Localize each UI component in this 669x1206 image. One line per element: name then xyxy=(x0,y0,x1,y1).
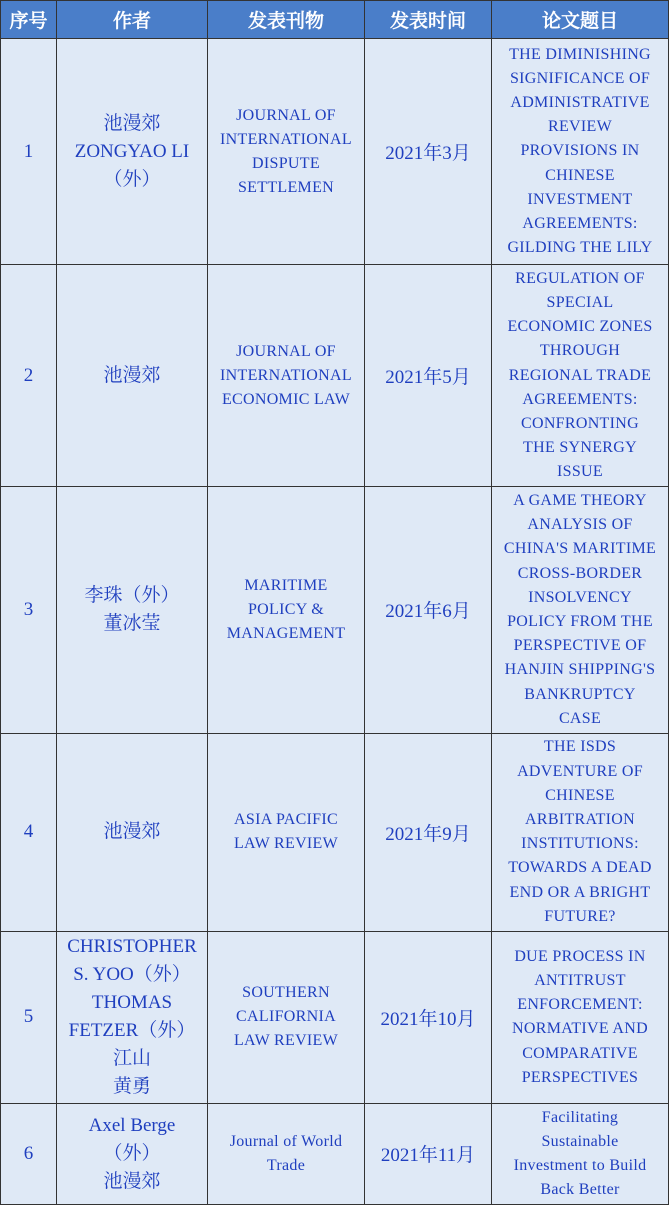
title-line: ADMINISTRATIVE xyxy=(510,94,650,112)
title-line: ADVENTURE OF xyxy=(517,762,643,780)
title-line: ISSUE xyxy=(557,463,603,481)
title-line: PROVISIONS IN xyxy=(520,142,640,160)
author-line: S. YOO（外） xyxy=(73,964,191,986)
title-line: CHINESE xyxy=(545,786,615,804)
journal-line: ASIA PACIFIC xyxy=(234,811,338,829)
title-line: INSOLVENCY xyxy=(528,588,632,606)
row-index: 2 xyxy=(1,265,57,487)
table-row xyxy=(1,487,669,733)
title-line: PERSPECTIVE OF xyxy=(513,637,647,655)
journal-line: SETTLEMEN xyxy=(237,178,335,196)
title-line: INSTITUTIONS: xyxy=(521,835,639,853)
author-line: 池漫郊 xyxy=(103,364,161,386)
journal-line: SOUTHERN xyxy=(242,984,330,1002)
title-line: DUE PROCESS IN xyxy=(514,947,646,965)
header-index: 序号 xyxy=(1,1,57,39)
title-line: ARBITRATION xyxy=(525,810,635,828)
title-line: ECONOMIC ZONES xyxy=(507,318,653,336)
author-line: 黄勇 xyxy=(112,1076,151,1098)
author-line: 江山 xyxy=(112,1048,151,1070)
author-line: （外） xyxy=(103,168,161,190)
journal-line: LAW REVIEW xyxy=(233,835,339,853)
row-title xyxy=(492,265,669,487)
title-line: THE SYNERGY xyxy=(523,439,637,457)
journal-line: DISPUTE xyxy=(252,154,320,172)
author-line: 池漫郊 xyxy=(103,112,161,134)
title-line: Facilitating xyxy=(541,1108,619,1126)
row-authors xyxy=(57,1103,208,1204)
title-line: ANTITRUST xyxy=(534,971,626,989)
table-row xyxy=(1,265,669,487)
title-line: THE DIMINISHING xyxy=(509,45,651,63)
row-authors xyxy=(57,39,208,265)
author-line: 池漫郊 xyxy=(103,1170,161,1192)
row-journal xyxy=(208,39,365,265)
row-date: 2021年6月 xyxy=(365,487,492,733)
title-line: AGREEMENTS: xyxy=(522,215,638,233)
title-line: CASE xyxy=(558,709,602,727)
row-date: 2021年9月 xyxy=(365,733,492,931)
title-line: CHINA'S MARITIME xyxy=(503,540,657,558)
title-line: FUTURE? xyxy=(544,907,616,925)
title-line: POLICY FROM THE xyxy=(507,612,653,630)
row-index: 3 xyxy=(1,487,57,733)
row-date: 2021年3月 xyxy=(365,39,492,265)
title-line: SIGNIFICANCE OF xyxy=(509,69,651,87)
title-line: BANKRUPTCY xyxy=(524,685,636,703)
author-line: Axel Berge xyxy=(88,1114,176,1136)
table-row xyxy=(1,931,669,1103)
row-journal xyxy=(208,931,365,1103)
table-row xyxy=(1,733,669,931)
journal-line: MARITIME xyxy=(244,576,328,594)
row-date: 2021年5月 xyxy=(365,265,492,487)
author-line: 董冰莹 xyxy=(103,612,161,634)
row-authors xyxy=(57,733,208,931)
row-index: 6 xyxy=(1,1103,57,1204)
author-line: CHRISTOPHER xyxy=(67,936,197,958)
row-journal xyxy=(208,487,365,733)
header-row xyxy=(1,1,669,39)
title-line: REGIONAL TRADE xyxy=(508,366,652,384)
row-authors xyxy=(57,265,208,487)
row-authors xyxy=(57,487,208,733)
title-line: COMPARATIVE xyxy=(522,1044,638,1062)
table-row xyxy=(1,39,669,265)
row-title xyxy=(492,39,669,265)
author-line: THOMAS xyxy=(91,992,173,1014)
row-index: 4 xyxy=(1,733,57,931)
row-journal xyxy=(208,733,365,931)
title-line: AGREEMENTS: xyxy=(522,390,638,408)
title-line: SPECIAL xyxy=(546,294,614,312)
title-line: HANJIN SHIPPING'S xyxy=(504,661,656,679)
row-title xyxy=(492,1103,669,1204)
header-title: 论文题目 xyxy=(492,1,669,39)
journal-line: INTERNATIONAL xyxy=(220,130,352,148)
row-title xyxy=(492,487,669,733)
title-line: PERSPECTIVES xyxy=(521,1068,639,1086)
title-line: NORMATIVE AND xyxy=(512,1020,648,1038)
author-line: 池漫郊 xyxy=(103,821,161,843)
title-line: CROSS-BORDER xyxy=(517,564,643,582)
journal-line: Trade xyxy=(266,1156,306,1174)
title-line: GILDING THE LILY xyxy=(507,239,653,257)
title-line: Sustainable xyxy=(541,1132,619,1150)
author-line: FETZER（外） xyxy=(68,1020,196,1042)
row-date: 2021年11月 xyxy=(365,1103,492,1204)
title-line: CHINESE xyxy=(545,166,615,184)
author-line: 李珠（外） xyxy=(84,584,180,606)
title-line: ENFORCEMENT: xyxy=(517,996,643,1014)
title-line: THROUGH xyxy=(539,342,621,360)
row-title xyxy=(492,733,669,931)
journal-line: JOURNAL OF xyxy=(236,106,336,124)
journal-line: MANAGEMENT xyxy=(226,624,346,642)
row-authors xyxy=(57,931,208,1103)
title-line: REGULATION OF xyxy=(515,269,645,287)
title-line: CONFRONTING xyxy=(521,415,639,433)
header-date: 发表时间 xyxy=(365,1,492,39)
journal-line: ECONOMIC LAW xyxy=(221,390,351,408)
row-date: 2021年10月 xyxy=(365,931,492,1103)
table-row xyxy=(1,1103,669,1204)
title-line: ANALYSIS OF xyxy=(527,516,633,534)
row-journal xyxy=(208,1103,365,1204)
header-journal: 发表刊物 xyxy=(208,1,365,39)
title-line: A GAME THEORY xyxy=(513,491,647,509)
journal-line: CALIFORNIA xyxy=(236,1008,336,1026)
title-line: TOWARDS A DEAD xyxy=(508,859,652,877)
title-line: Investment to Build xyxy=(513,1156,647,1174)
header-author: 作者 xyxy=(57,1,208,39)
journal-line: LAW REVIEW xyxy=(233,1032,339,1050)
row-journal xyxy=(208,265,365,487)
row-title xyxy=(492,931,669,1103)
journal-line: POLICY & xyxy=(247,600,325,618)
title-line: THE ISDS xyxy=(543,738,617,756)
journal-line: JOURNAL OF xyxy=(236,342,336,360)
journal-line: Journal of World xyxy=(229,1132,343,1150)
author-line: （外） xyxy=(103,1142,161,1164)
journal-line: INTERNATIONAL xyxy=(220,366,352,384)
row-index: 1 xyxy=(1,39,57,265)
author-line: ZONGYAO LI xyxy=(74,140,190,162)
title-line: Back Better xyxy=(540,1181,620,1199)
title-line: INVESTMENT xyxy=(527,190,633,208)
title-line: REVIEW xyxy=(547,118,612,136)
title-line: END OR A BRIGHT xyxy=(509,883,651,901)
row-index: 5 xyxy=(1,931,57,1103)
